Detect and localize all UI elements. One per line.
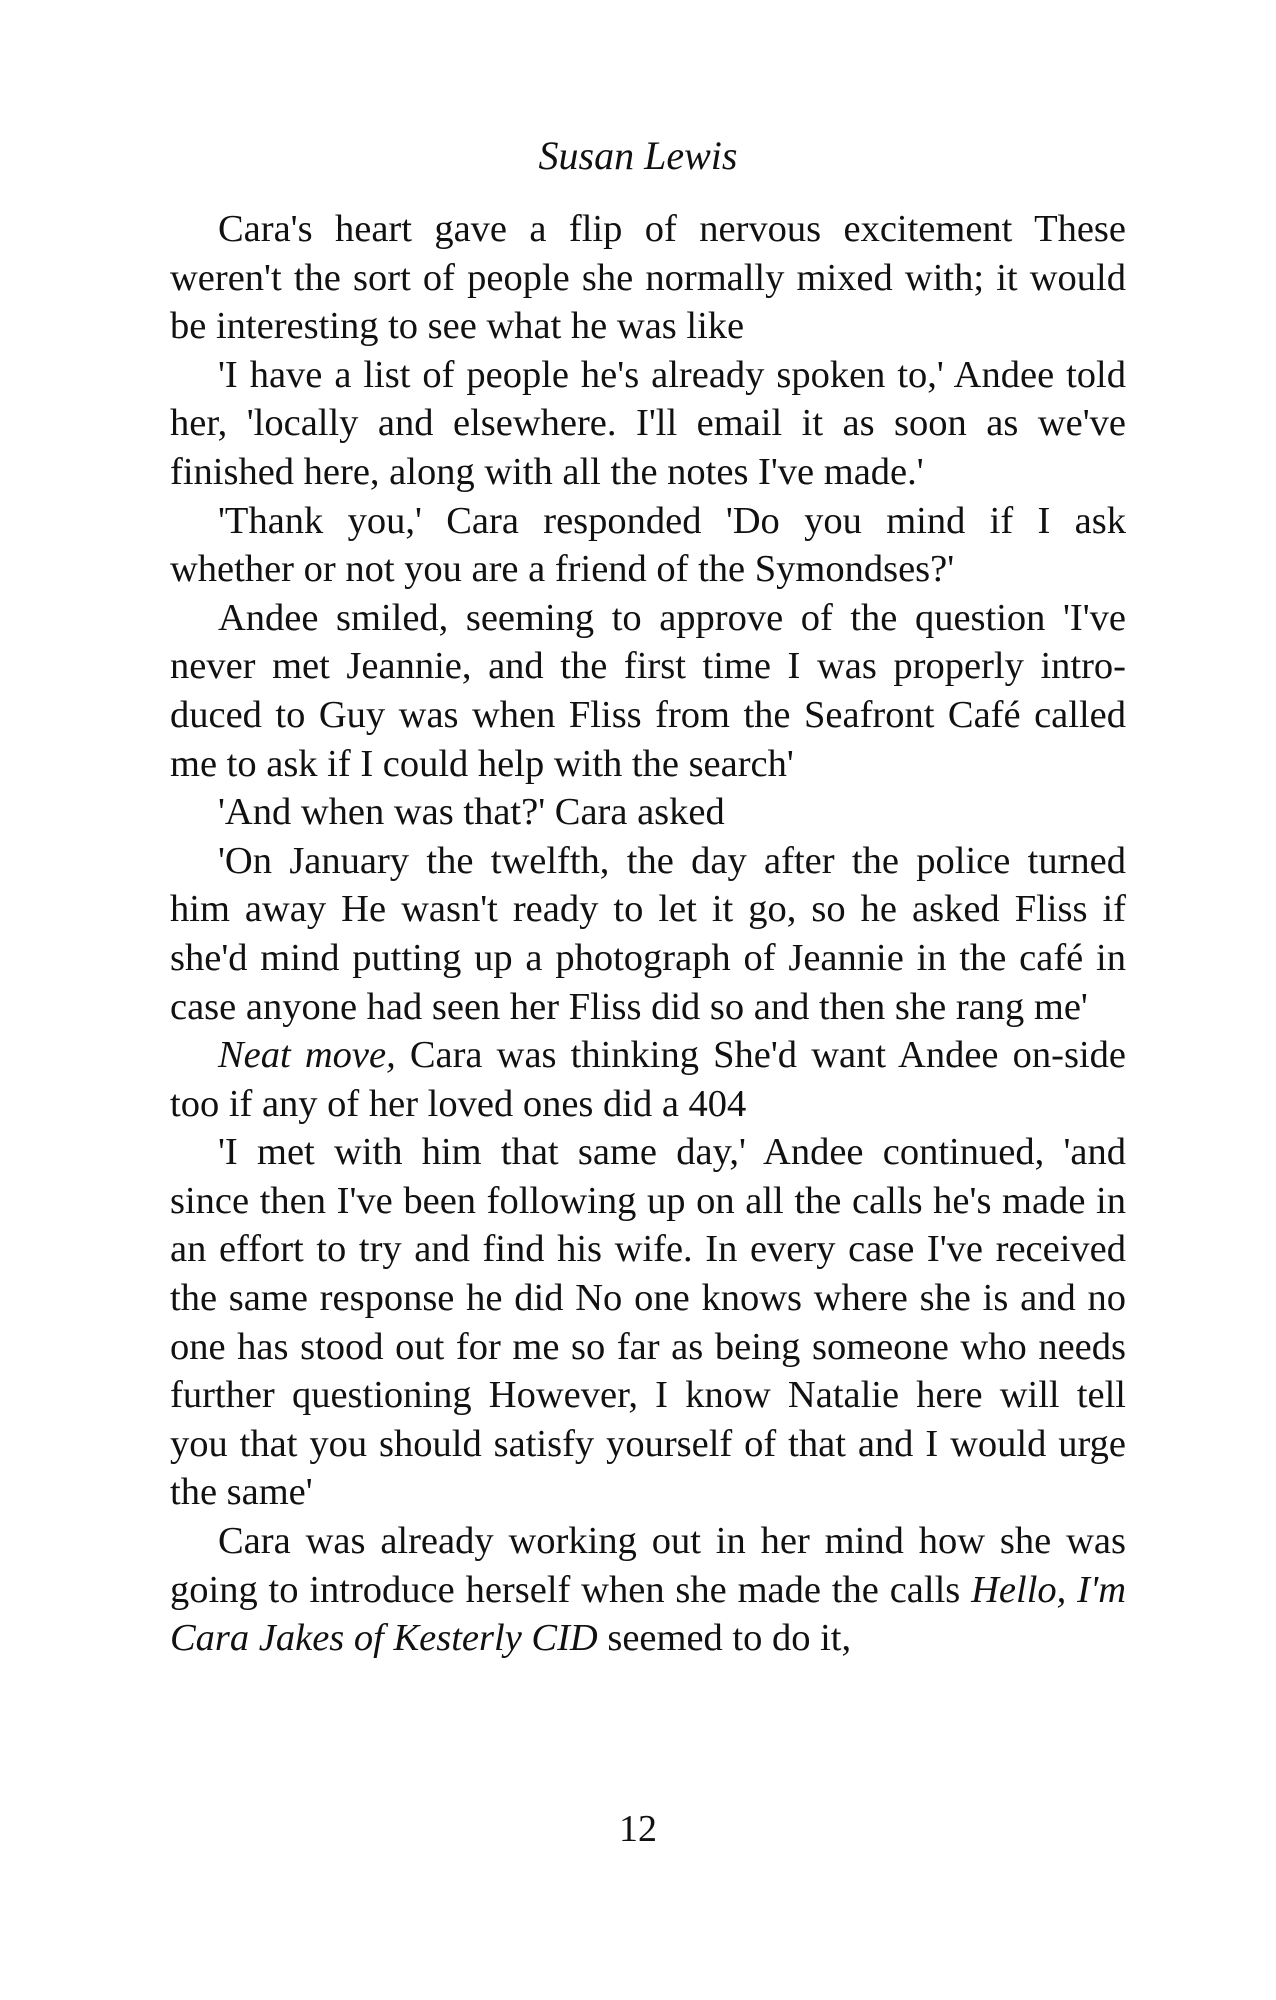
paragraph [170,1517,1126,1663]
paragraph: 'Thank you,' Cara responded 'Do you mind if I ask whether or not you are a friend of the Symondses?' [170,499,1126,591]
paragraph: 'I have a list of people he's already spoken to,' Andee told her, 'locally and elsewhere. I'll email it as soon as we've finished here, along with all the notes I've made.' [170,353,1126,493]
paragraph-emphasis: Hello, I'm Cara Jakes of Kesterly CID [170,1568,1126,1660]
body-text [170,205,1126,1663]
paragraph-text: Cara was thinking She'd want Andee on-side too if any of her loved ones did a 404 [170,1034,1126,1125]
paragraph: Andee smiled, seeming to approve of the question 'I've never met Jeannie, and the first time I was properly introduced to Guy was when Fliss from the Seafront Café called me to ask if I could help with the search' [170,596,1126,785]
page-number: 12 [619,1808,657,1850]
paragraph [170,1031,1126,1128]
paragraph-emphasis: Neat move, [218,1034,396,1077]
paragraph-text: Cara was already working out in her mind how she was going to introduce herself when she made the calls [170,1520,1126,1611]
running-head: Susan Lewis [538,133,738,178]
paragraph-tail: seemed to do it, [597,1617,852,1660]
paragraph: 'On January the twelfth, the day after the police turned him away He wasn't ready to let it go, so he asked Fliss if she'd mind putting up a photograph of Jeannie in the café in case anyone had seen her Fliss did so and then she rang me' [170,839,1126,1028]
paragraph: 'And when was that?' Cara asked [218,791,725,834]
paragraph: 'I met with him that same day,' Andee continued, 'and since then I've been following up on all the calls he's made in an effort to try and find his wife. In every case I've received the same response he did No one knows where she is and no one has stood out for me so far as being someone who needs further questioning However, I know Natalie here will tell you that you should satisfy yourself of that and I would urge the same' [170,1131,1126,1514]
paragraph: Cara's heart gave a flip of nervous excitement These weren't the sort of people she normally mixed with; it would be interesting to see what he was like [170,208,1126,348]
